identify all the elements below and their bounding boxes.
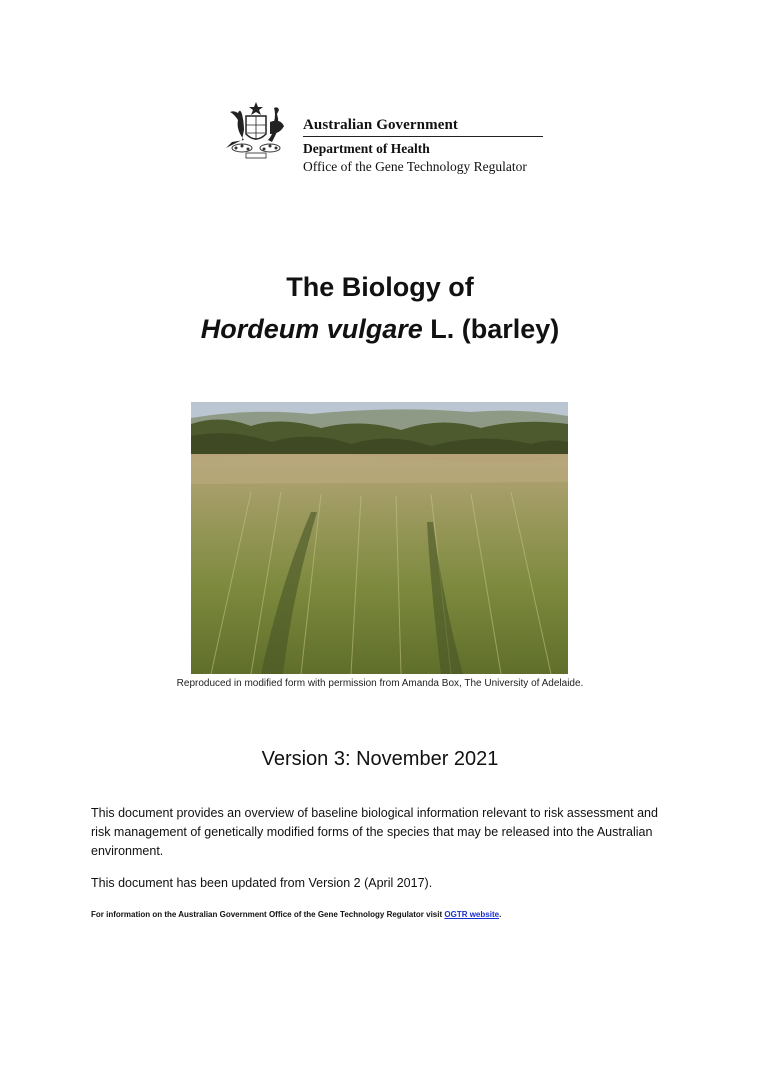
footnote-end: . <box>499 910 502 919</box>
document-title-line1: The Biology of <box>286 272 474 302</box>
species-suffix: L. (barley) <box>422 314 560 344</box>
version-label: Version 3: November 2021 <box>261 748 499 770</box>
photo-caption: Reproduced in modified form with permission from Amanda Box, The University of Adelaide. <box>176 678 584 689</box>
species-name: Hordeum vulgare <box>200 314 423 344</box>
office-name: Office of the Gene Technology Regulator <box>303 159 527 174</box>
government-text-block <box>303 116 543 176</box>
barley-field-image <box>191 402 568 674</box>
government-name: Australian Government <box>303 117 459 133</box>
ogtr-footnote <box>91 910 691 919</box>
government-header <box>216 98 546 183</box>
ogtr-website-link[interactable]: OGTR website <box>444 910 500 919</box>
footnote-text: For information on the Australian Government Office of the Gene Technology Regulator visit <box>91 910 445 919</box>
header-divider <box>303 136 543 137</box>
coat-of-arms-icon <box>216 100 296 162</box>
document-title-line2 <box>0 312 760 346</box>
overview-paragraph: This document provides an overview of baseline biological information relevant to risk assessment and risk management of genetically modified forms of the species that may be released into the Australian environment. <box>91 806 658 858</box>
department-name: Department of Health <box>303 141 430 156</box>
update-paragraph: This document has been updated from Version 2 (April 2017). <box>91 876 433 890</box>
